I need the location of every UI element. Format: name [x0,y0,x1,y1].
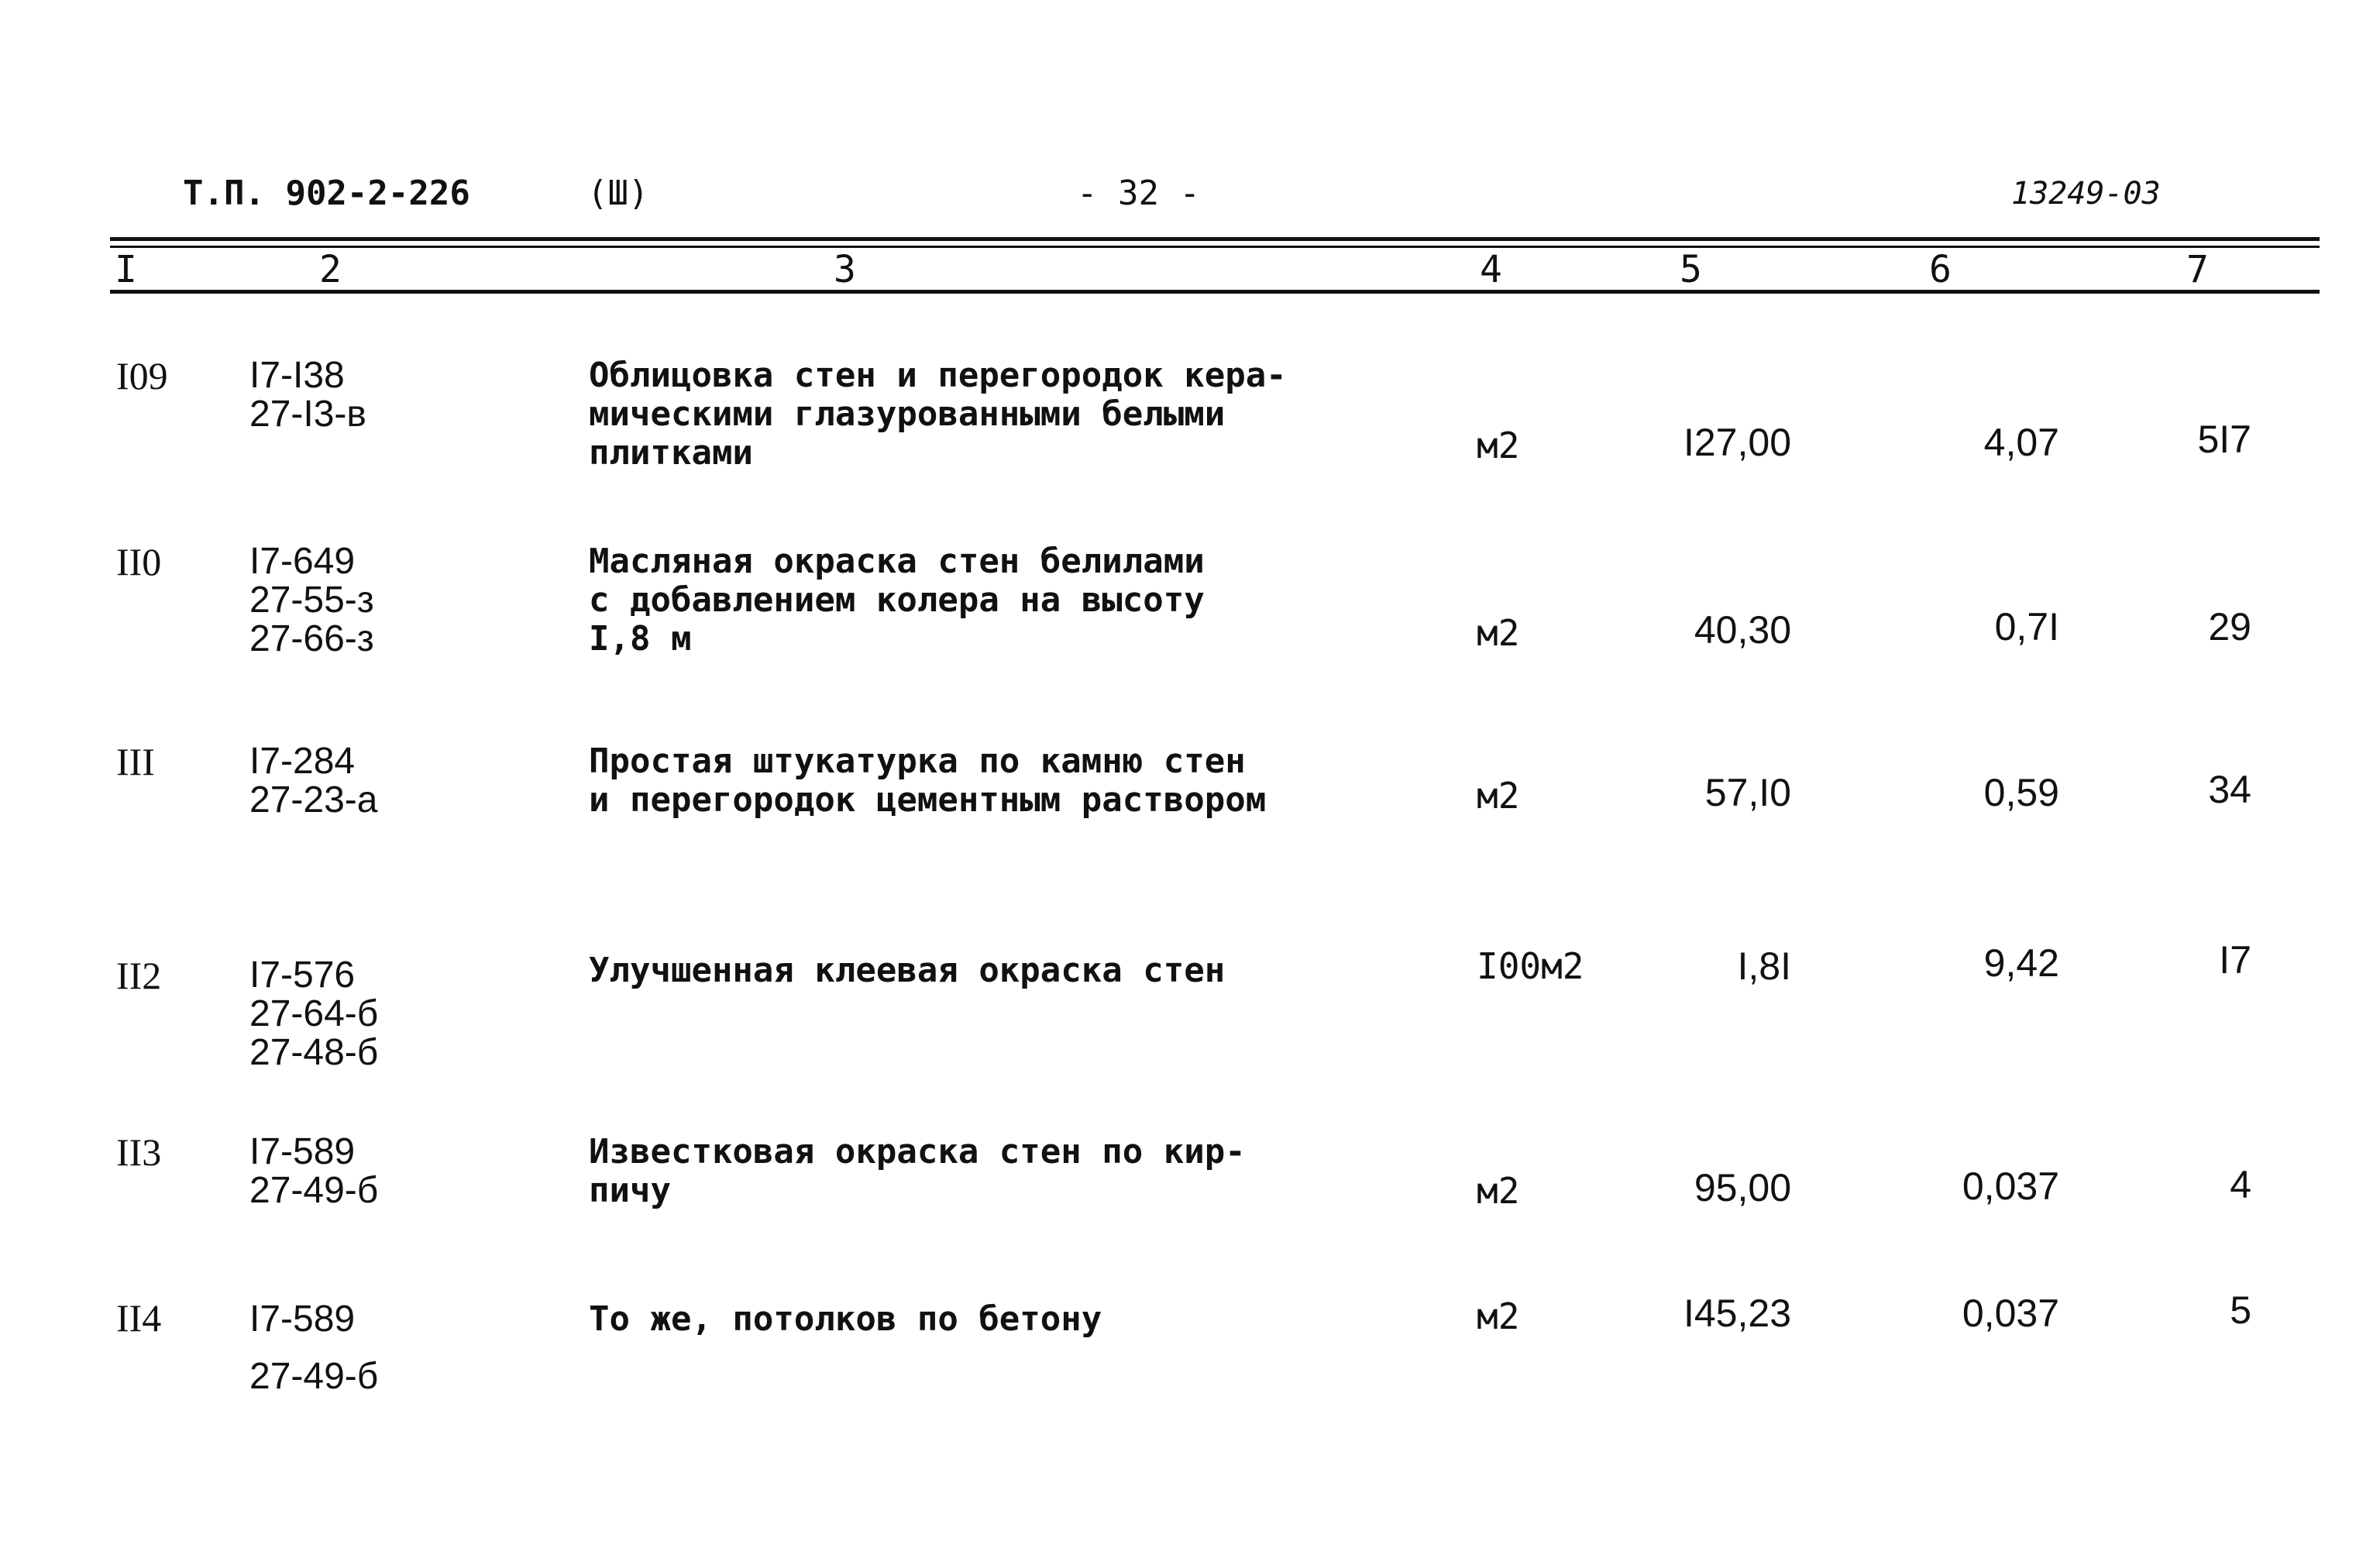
description-line: Улучшенная клеевая окраска стен [589,951,1226,990]
row-number: II3 [116,1130,162,1174]
description-line: Масляная окраска стен белилами [589,542,1205,581]
column-number-3: 3 [834,248,856,291]
column-number-2: 2 [319,248,342,291]
total-cost: 5I7 [2197,418,2251,461]
unit-price: 4,07 [1983,421,2059,464]
description-line: мическими глазурованными белыми [589,394,1226,434]
row-number: I09 [116,354,168,397]
unit: м2 [1477,775,1520,817]
work-description [589,742,1266,820]
work-description [589,1133,1246,1210]
norm-codes [249,542,374,659]
norm-code: I7-589 [249,1299,356,1340]
norm-code: I7-589 [249,1131,356,1172]
work-description [589,951,1225,990]
quantity: I,8I [1737,944,1791,988]
unit-price: 0,7I [1994,605,2059,648]
total-cost: 4 [2230,1163,2251,1206]
total-cost: 34 [2208,768,2251,811]
unit-price: 0,037 [1962,1292,2059,1335]
row-number: II2 [116,954,162,997]
column-number-1: I [115,248,137,291]
total-cost: 5 [2230,1288,2251,1332]
column-number-7: 7 [2186,248,2209,291]
page-number: - 32 - [1077,174,1200,213]
unit: I00м2 [1477,945,1584,987]
unit: м2 [1477,1295,1520,1337]
header-rule-top [110,237,2320,241]
norm-code: 27-49-б [249,1170,379,1211]
norm-codes [249,742,377,820]
norm-code: I7-649 [249,541,356,582]
unit-price: 0,037 [1962,1165,2059,1208]
description-line: пичу [589,1171,671,1210]
column-number-5: 5 [1680,248,1702,291]
norm-code: 27-64-б [249,993,379,1034]
norm-code: 27-49-б [249,1356,379,1397]
work-description [589,356,1287,473]
description-line: То же, потолков по бетону [589,1299,1102,1339]
norm-code: I7-576 [249,955,356,996]
row-number: III [116,740,155,783]
row-number: II4 [116,1296,162,1340]
unit-price: 0,59 [1983,771,2059,814]
norm-codes [249,956,378,1072]
norm-code: I7-I38 [249,355,345,396]
norm-codes [249,1291,378,1405]
column-number-4: 4 [1480,248,1502,291]
unit: м2 [1477,612,1520,654]
unit: м2 [1477,425,1520,466]
description-line: Известковая окраска стен по кир- [589,1132,1246,1171]
total-cost: I7 [2219,938,2251,982]
description-line: Облицовка стен и перегородок кера- [589,356,1287,395]
row-number: II0 [116,540,162,583]
description-line: I,8 м [589,619,692,659]
norm-code: 27-23-а [249,779,378,821]
section-mark: (Ш) [587,174,649,213]
quantity: 95,00 [1694,1166,1791,1209]
header-rule-top-thin [110,246,2320,248]
work-description [589,1300,1102,1339]
norm-code: 27-66-з [249,618,374,659]
total-cost: 29 [2208,605,2251,648]
norm-codes [249,1133,378,1210]
description-line: и перегородок цементным раствором [589,780,1267,820]
quantity: I27,00 [1683,421,1791,464]
norm-code: 27-I3-в [249,394,366,435]
document-code: Т.П. 902-2-226 [183,174,470,213]
description-line: плитками [589,433,753,473]
norm-code: I7-284 [249,741,356,782]
norm-code: 27-55-з [249,580,374,621]
unit: м2 [1477,1170,1520,1212]
work-description [589,542,1205,659]
column-number-6: 6 [1929,248,1952,291]
norm-code: 27-48-б [249,1032,379,1073]
quantity: I45,23 [1683,1292,1791,1335]
quantity: 57,I0 [1704,771,1791,814]
unit-price: 9,42 [1983,941,2059,985]
quantity: 40,30 [1694,608,1791,652]
reference-number: 13249-03 [2011,176,2161,212]
description-line: с добавлением колера на высоту [589,580,1205,620]
header-rule-bottom [110,290,2320,294]
norm-codes [249,356,366,434]
description-line: Простая штукатурка по камню стен [589,741,1246,781]
